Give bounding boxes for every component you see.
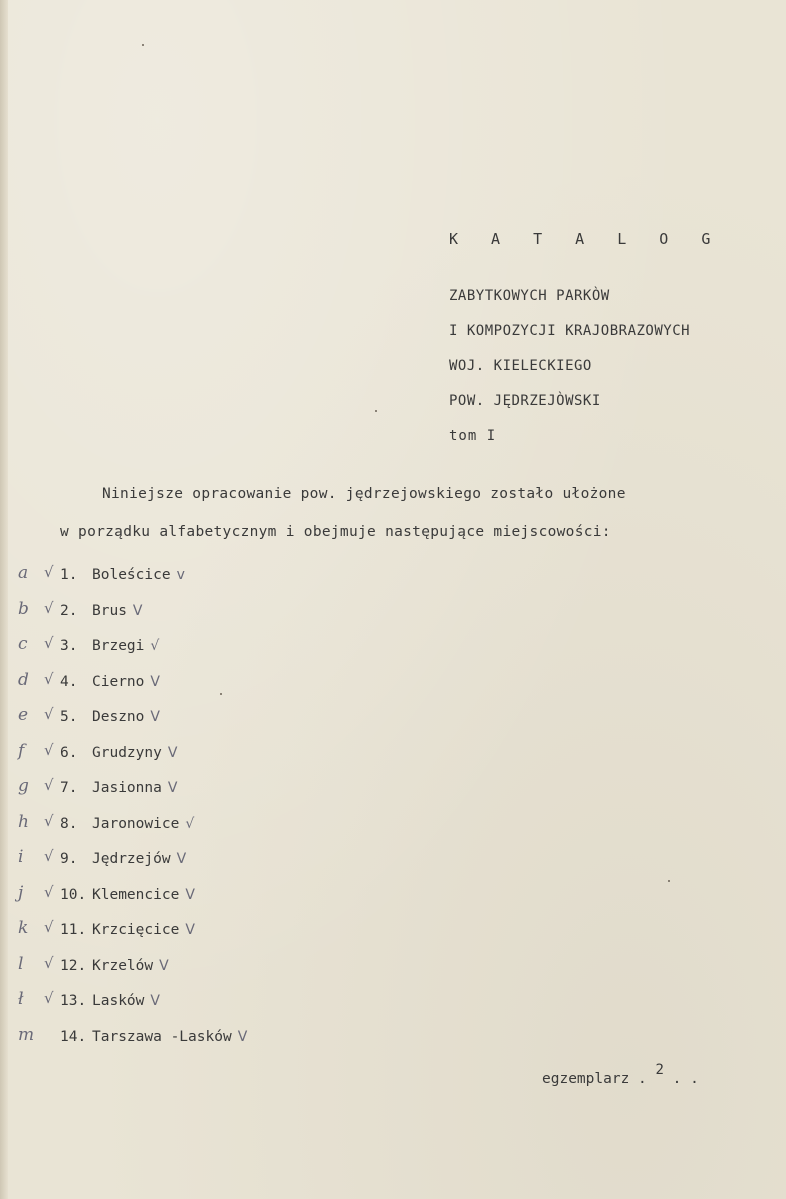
list-item	[14, 705, 334, 741]
list-item	[14, 599, 334, 635]
paper-speck	[668, 880, 670, 882]
checkmark-icon: V	[132, 602, 143, 619]
subtitle-line-4: POW. JĘDRZEJÒWSKI	[449, 393, 601, 409]
checkmark-icon: V	[150, 709, 160, 725]
checkmark-icon: V	[237, 1028, 248, 1045]
subtitle-line-1: ZABYTKOWYCH PARKÒW	[449, 288, 610, 304]
item-number: 7.	[60, 780, 78, 796]
handwritten-letter: k	[18, 918, 29, 938]
list-item	[14, 918, 334, 954]
checkmark-icon: √	[44, 669, 54, 688]
checkmark-icon: V	[176, 851, 187, 867]
checkmark-icon: √	[44, 953, 54, 972]
catalog-title: K A T A L O G	[449, 230, 723, 248]
place-name	[92, 567, 185, 583]
checkmark-icon: √	[44, 847, 54, 865]
checkmark-icon: √	[44, 740, 54, 759]
item-number: 14.	[60, 1028, 87, 1045]
place-name	[92, 922, 195, 938]
list-item	[14, 989, 334, 1025]
checkmark-icon: V	[185, 886, 195, 903]
handwritten-letter: i	[18, 847, 24, 867]
list-item	[14, 670, 334, 706]
handwritten-letter: j	[18, 882, 24, 903]
checkmark-icon: √	[44, 882, 54, 901]
place-name-text: Klemencice	[92, 886, 180, 903]
place-name	[92, 709, 160, 725]
item-number: 11.	[60, 922, 87, 938]
list-item	[14, 954, 334, 990]
page-edge	[0, 0, 8, 1199]
place-name	[92, 816, 194, 832]
places-list	[14, 563, 334, 1060]
item-number: 2.	[60, 602, 78, 619]
item-number: 10.	[60, 886, 87, 903]
handwritten-letter: g	[18, 776, 29, 796]
list-item	[14, 847, 334, 883]
place-name	[92, 1029, 247, 1045]
place-name-text: Boleścice	[92, 567, 171, 583]
place-name-text: Lasków	[92, 993, 145, 1009]
place-name-text: Cierno	[92, 673, 145, 690]
place-name-text: Brus	[92, 602, 127, 619]
item-number: 8.	[60, 815, 78, 832]
item-number: 6.	[60, 744, 78, 761]
handwritten-letter: l	[18, 953, 24, 974]
checkmark-icon: v	[176, 567, 185, 583]
place-name	[92, 674, 160, 690]
item-number: 1.	[60, 567, 78, 583]
place-name-text: Deszno	[92, 709, 145, 725]
place-name-text: Jędrzejów	[92, 851, 171, 867]
place-name	[92, 958, 169, 974]
checkmark-icon: V	[167, 744, 178, 761]
item-number: 4.	[60, 673, 78, 690]
place-name-text: Tarszawa -Lasków	[92, 1028, 232, 1045]
intro-paragraph	[60, 486, 760, 544]
paper-speck	[375, 410, 377, 412]
handwritten-letter: h	[18, 811, 29, 832]
list-item	[14, 563, 334, 599]
list-item	[14, 634, 334, 670]
list-item	[14, 883, 334, 919]
checkmark-icon: √	[44, 776, 54, 794]
checkmark-icon: √	[44, 563, 54, 581]
place-name	[92, 851, 186, 867]
place-name	[92, 993, 160, 1009]
handwritten-letter: c	[18, 634, 28, 654]
handwritten-letter: b	[18, 598, 29, 619]
place-name-text: Grudzyny	[92, 744, 162, 761]
list-item	[14, 1025, 334, 1061]
place-name	[92, 638, 159, 654]
checkmark-icon: √	[44, 598, 54, 617]
subtitle-line-3: WOJ. KIELECKIEGO	[449, 358, 592, 374]
item-number: 12.	[60, 957, 87, 974]
place-name	[92, 745, 177, 761]
place-name	[92, 887, 195, 903]
checkmark-icon: √	[44, 705, 54, 723]
place-name	[92, 603, 143, 619]
catalog-header	[449, 230, 779, 444]
handwritten-letter: m	[18, 1024, 35, 1045]
handwritten-letter: a	[18, 563, 29, 583]
place-name-text: Krzelów	[92, 957, 154, 974]
intro-line-2: w porządku alfabetycznym i obejmuje następujące miejscowości:	[60, 524, 611, 540]
place-name-text: Jasionna	[92, 780, 162, 796]
handwritten-letter: ł	[18, 989, 24, 1009]
item-number: 5.	[60, 709, 78, 725]
copy-number: 2	[655, 1062, 664, 1078]
volume-label: tom I	[449, 428, 497, 444]
handwritten-letter: e	[18, 705, 29, 725]
checkmark-icon: √	[44, 811, 54, 830]
checkmark-icon: V	[167, 780, 178, 796]
place-name-text: Krzcięcice	[92, 922, 180, 938]
subtitle-line-2: I KOMPOZYCJI KRAJOBRAZOWYCH	[449, 323, 691, 339]
handwritten-letter: f	[18, 740, 25, 761]
list-item	[14, 741, 334, 777]
copy-dots: . .	[672, 1071, 699, 1087]
copy-number-line	[542, 1062, 699, 1087]
intro-line-1: Niniejsze opracowanie pow. jędrzejowskiego zostało ułożone	[102, 486, 626, 502]
checkmark-icon: √	[44, 989, 54, 1007]
paper-speck	[220, 693, 222, 695]
list-item	[14, 776, 334, 812]
checkmark-icon: V	[185, 922, 195, 938]
place-name-text: Jaronowice	[92, 815, 180, 832]
paper-speck	[142, 44, 144, 46]
item-number: 9.	[60, 851, 78, 867]
handwritten-letter: d	[18, 669, 29, 690]
place-name-text: Brzegi	[92, 638, 145, 654]
checkmark-icon: √	[185, 815, 195, 832]
copy-label: egzemplarz .	[542, 1071, 647, 1087]
place-name	[92, 780, 177, 796]
checkmark-icon: √	[150, 638, 160, 654]
checkmark-icon: V	[159, 957, 169, 974]
checkmark-icon: √	[44, 634, 54, 652]
checkmark-icon: V	[150, 673, 160, 690]
checkmark-icon: V	[150, 993, 160, 1009]
item-number: 13.	[60, 993, 87, 1009]
item-number: 3.	[60, 638, 78, 654]
list-item	[14, 812, 334, 848]
checkmark-icon: √	[44, 918, 54, 936]
